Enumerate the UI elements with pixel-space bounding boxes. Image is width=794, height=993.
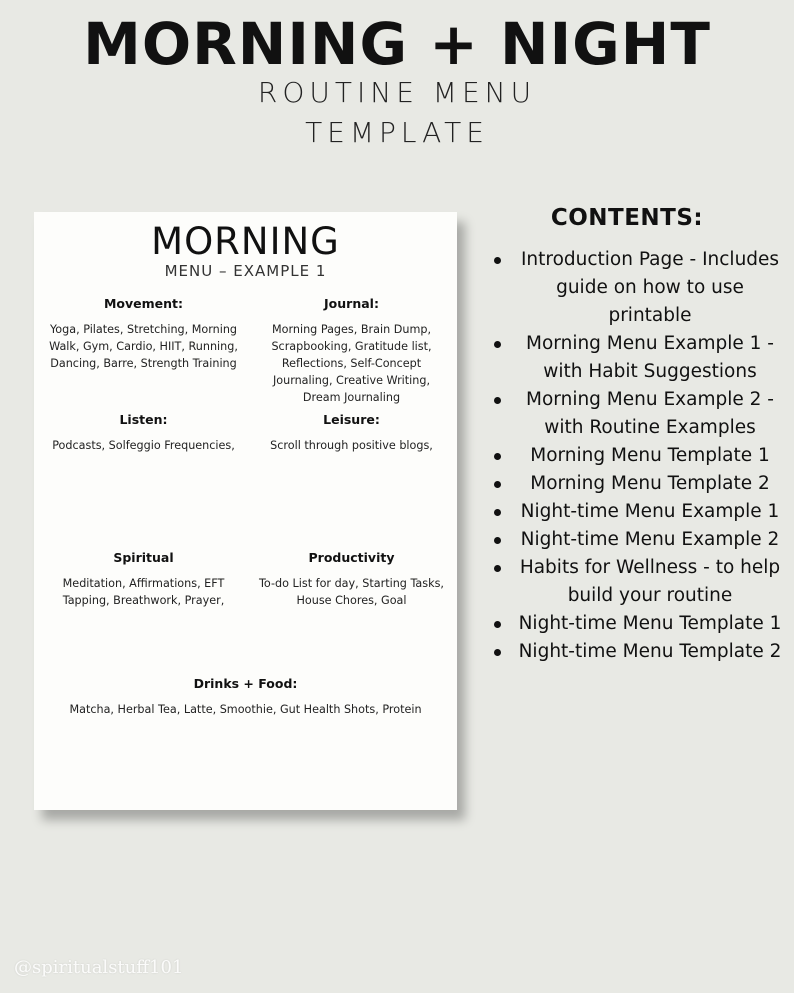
list-item-label: Morning Menu Example 1 - with Habit Suggestions <box>526 333 774 382</box>
bullet-icon <box>494 453 501 460</box>
list-item <box>494 442 788 470</box>
bullet-icon <box>494 509 501 516</box>
list-item-label: Habits for Wellness - to help build your routine <box>519 557 781 606</box>
bullet-icon <box>494 257 501 264</box>
section-text: Yoga, Pilates, Stretching, Morning Walk, Gym, Cardio, HIIT, Running, Dancing, Barre, Strength Training <box>49 323 238 370</box>
list-item <box>494 610 788 638</box>
list-item-label: Night-time Menu Example 2 <box>520 529 780 550</box>
contents-heading: CONTENTS: <box>550 205 704 231</box>
section-drinks-food <box>64 676 427 718</box>
list-item-label: Night-time Menu Example 1 <box>520 501 780 522</box>
menu-preview-page <box>34 212 457 810</box>
section-heading: Journal: <box>324 296 379 311</box>
list-item <box>494 246 788 330</box>
bullet-icon <box>494 397 501 404</box>
bullet-icon <box>494 621 501 628</box>
list-item <box>494 330 788 386</box>
section-heading: Drinks + Food: <box>193 676 298 691</box>
section-heading: Leisure: <box>323 412 380 427</box>
page-subtitle-line1: ROUTINE MENU <box>257 76 537 109</box>
bullet-icon <box>494 649 501 656</box>
section-text: Morning Pages, Brain Dump, Scrapbooking, Gratitude list, Reflections, Self-Concept Journaling, Creative Writing, Dream Journaling <box>271 323 432 404</box>
section-heading: Productivity <box>308 550 395 565</box>
section-text: Matcha, Herbal Tea, Latte, Smoothie, Gut Health Shots, Protein <box>69 703 422 716</box>
section-text: Scroll through positive blogs, <box>270 439 433 452</box>
list-item <box>494 470 788 498</box>
section-movement <box>46 296 241 372</box>
list-item-label: Night-time Menu Template 1 <box>518 613 782 634</box>
section-heading: Spiritual <box>113 550 174 565</box>
section-listen <box>46 412 241 454</box>
list-item <box>494 638 788 666</box>
menu-title: MORNING <box>151 220 340 263</box>
bullet-icon <box>494 341 501 348</box>
section-text: Podcasts, Solfeggio Frequencies, <box>52 439 235 452</box>
page-subtitle-line2: TEMPLATE <box>305 116 489 149</box>
watermark: @spiritualstuff101 <box>14 957 184 978</box>
section-heading: Listen: <box>119 412 168 427</box>
list-item-label: Morning Menu Example 2 - with Routine Examples <box>526 389 774 438</box>
bullet-icon <box>494 481 501 488</box>
list-item <box>494 554 788 610</box>
list-item <box>494 498 788 526</box>
section-journal <box>254 296 449 406</box>
list-item <box>494 386 788 442</box>
list-item-label: Introduction Page - Includes guide on how to use printable <box>520 249 780 326</box>
list-item-label: Night-time Menu Template 2 <box>518 641 782 662</box>
section-productivity <box>254 550 449 609</box>
menu-subtitle: MENU – EXAMPLE 1 <box>164 262 327 280</box>
list-item-label: Morning Menu Template 1 <box>530 445 770 466</box>
list-item-label: Morning Menu Template 2 <box>530 473 770 494</box>
section-spiritual <box>46 550 241 609</box>
bullet-icon <box>494 537 501 544</box>
list-item <box>494 526 788 554</box>
section-heading: Movement: <box>103 296 184 311</box>
section-leisure <box>254 412 449 454</box>
section-text: Meditation, Affirmations, EFT Tapping, Breathwork, Prayer, <box>62 577 225 607</box>
section-text: To-do List for day, Starting Tasks, House Chores, Goal <box>259 577 444 607</box>
contents-list <box>494 246 788 666</box>
page-title: MORNING + NIGHT <box>83 10 711 78</box>
bullet-icon <box>494 565 501 572</box>
